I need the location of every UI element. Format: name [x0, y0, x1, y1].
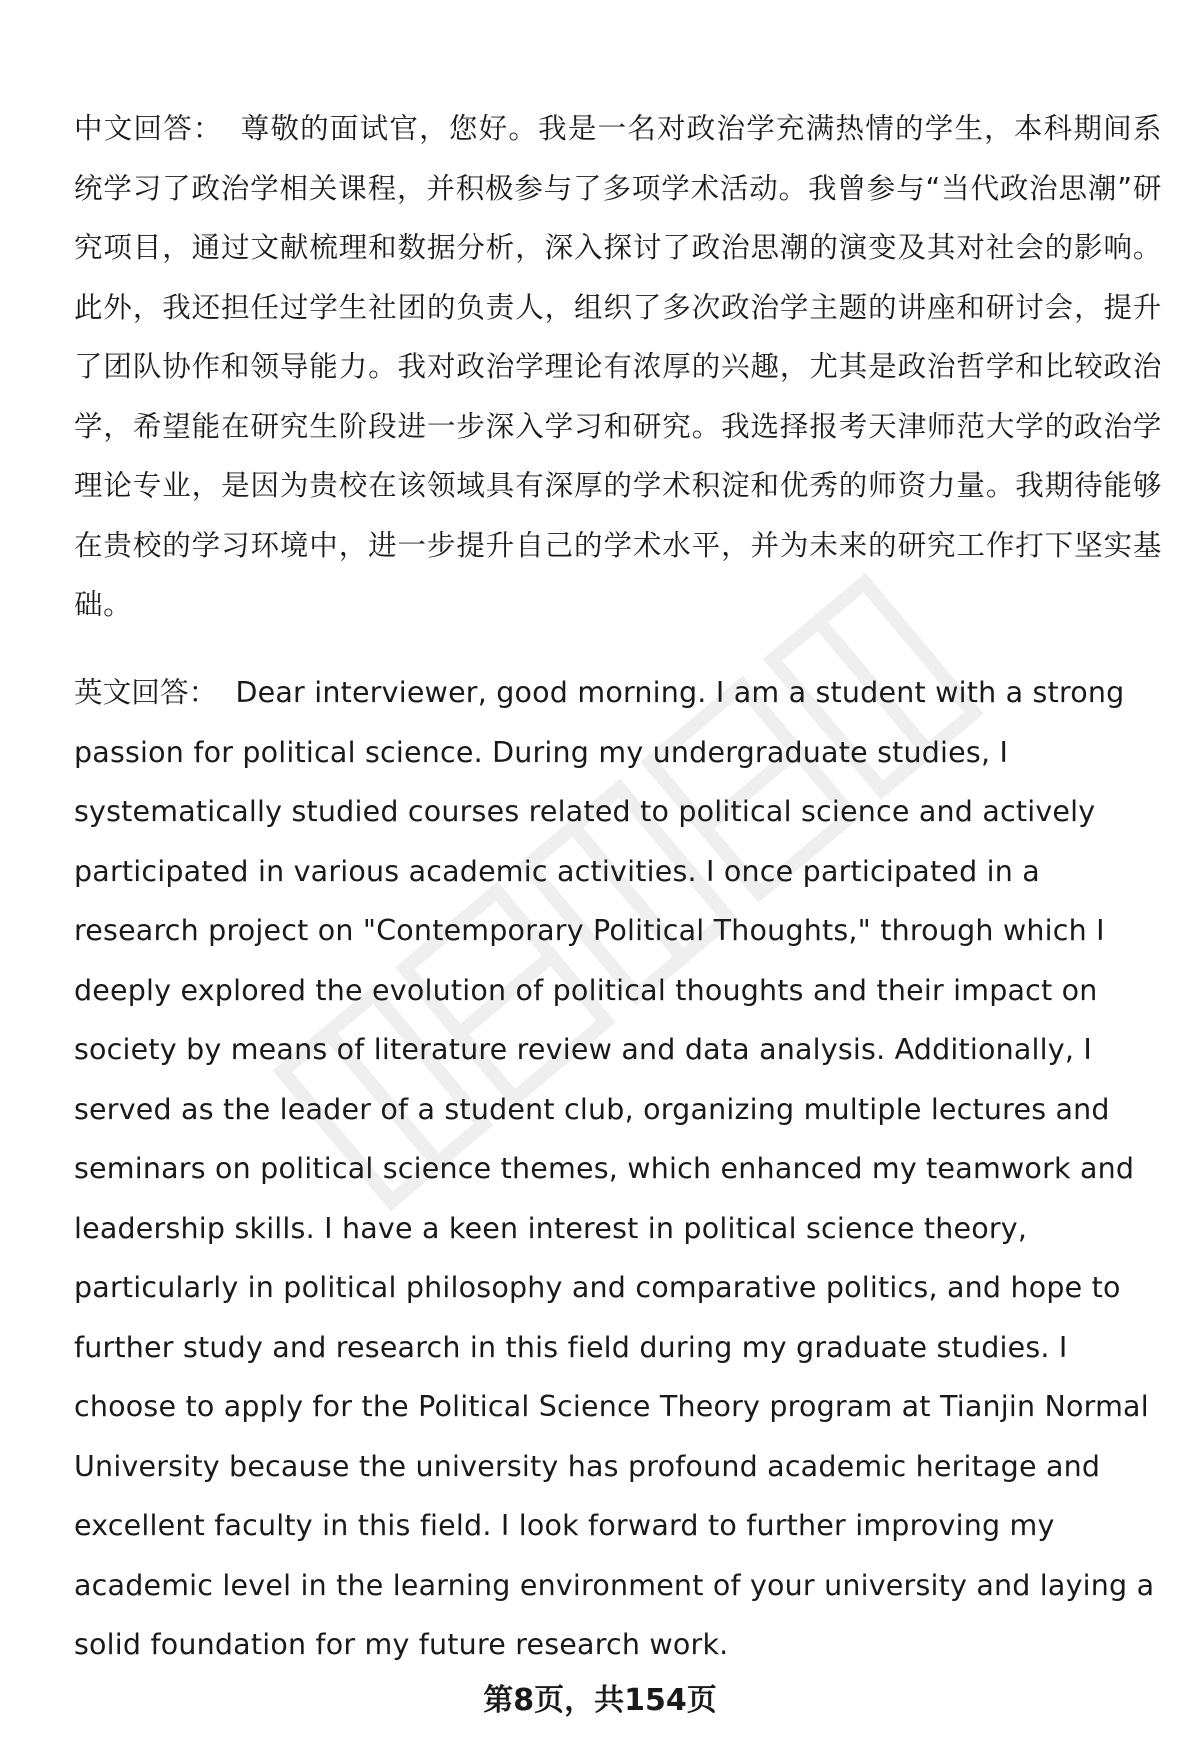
- english-answer-paragraph: [74, 663, 1162, 1675]
- english-answer-label: 英文回答：: [74, 676, 218, 709]
- page-number-footer: 第8页，共154页: [483, 1683, 717, 1718]
- chinese-answer-paragraph: [74, 99, 1162, 635]
- english-answer-text: Dear interviewer, good morning. I am a student with a strong passion for political science. During my undergraduate studies, I systematically studied courses related to political science and actively participated in various academic activities. I once participated in a research project on "Contemporary Political Thoughts," through which I deeply explored the evolution of political thoughts and their impact on society by means of literature review and data analysis. Additionally, I served as the leader of a student club, organizing multiple lectures and seminars on political science themes, which enhanced my teamwork and leadership skills. I have a keen interest in political science theory, particularly in political philosophy and comparative politics, and hope to further study and research in this field during my graduate studies. I choose to apply for the Political Science Theory program at Tianjin Normal University because the university has profound academic heritage and excellent faculty in this field. I look forward to further improving my academic level in the learning environment of your university and laying a solid foundation for my future research work.: [74, 676, 1155, 1661]
- chinese-answer-text: 尊敬的面试官，您好。我是一名对政治学充满热情的学生，本科期间系统学习了政治学相关课程，并积极参与了多项学术活动。我曾参与“当代政治思潮”研究项目，通过文献梳理和数据分析，深入探讨了政治思潮的演变及其对社会的影响。此外，我还担任过学生社团的负责人，组织了多次政治学主题的讲座和研讨会，提升了团队协作和领导能力。我对政治学理论有浓厚的兴趣，尤其是政治哲学和比较政治学，希望能在研究生阶段进一步深入学习和研究。我选择报考天津师范大学的政治学理论专业，是因为贵校在该领域具有深厚的学术积淀和优秀的师资力量。我期待能够在贵校的学习环境中，进一步提升自己的学术水平，并为未来的研究工作打下坚实基础。: [74, 112, 1162, 621]
- chinese-answer-label: 中文回答：: [74, 112, 223, 145]
